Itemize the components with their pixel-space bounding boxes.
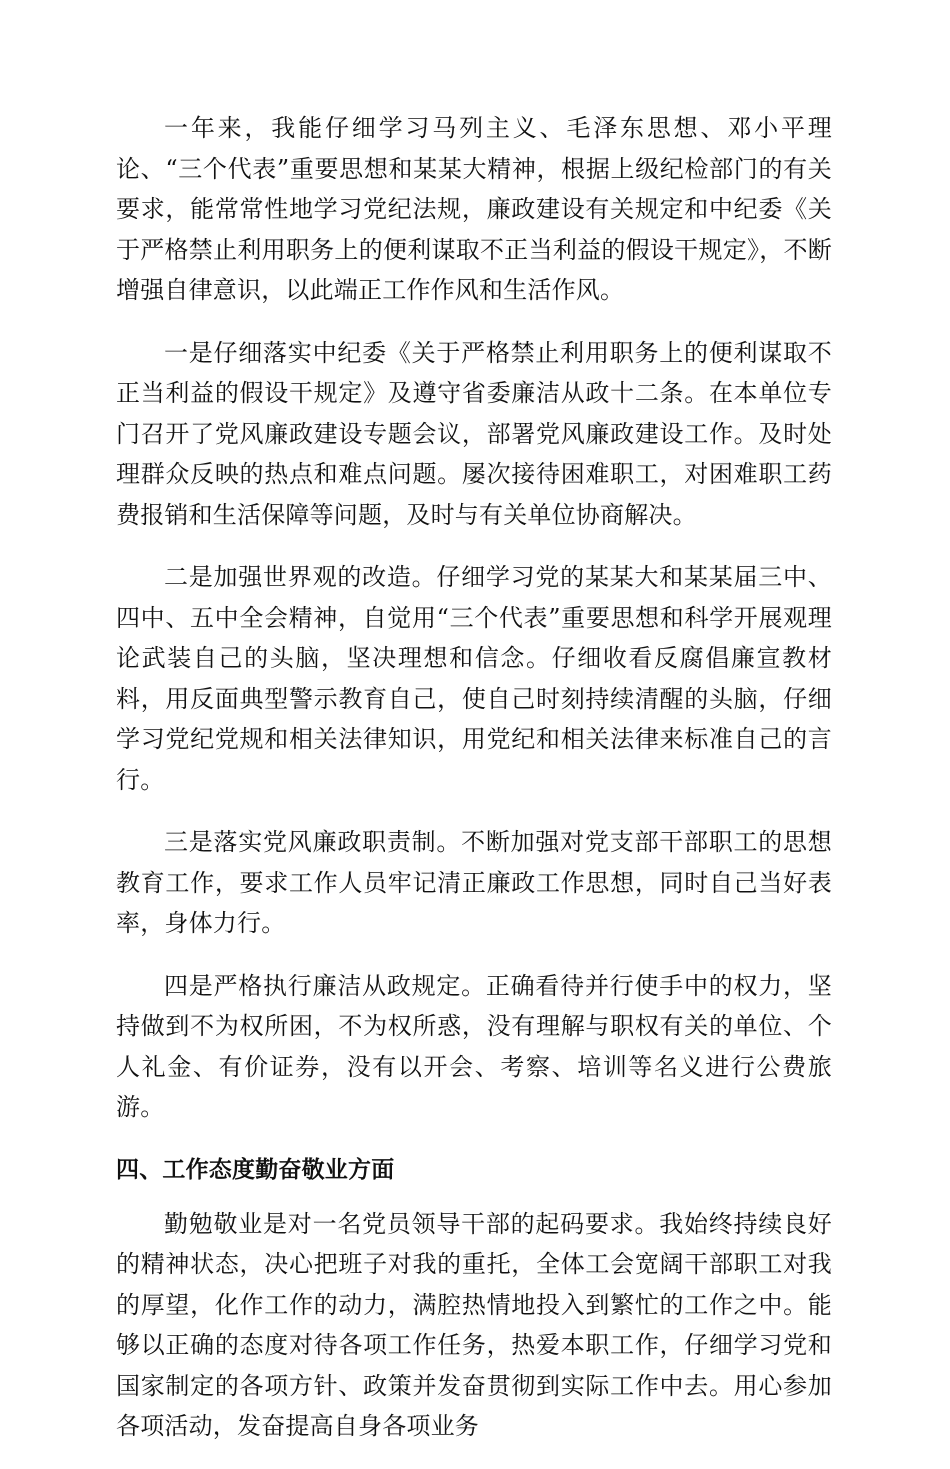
paragraph-point-two: 二是加强世界观的改造。仔细学习党的某某大和某某届三中、四中、五中全会精神，自觉用“三个代表”重要思想和科学开展观理论武装自己的头脑，坚决理想和信念。仔细收看反腐倡廉宣教材料，用反面典型警示教育自己，使自己时刻持续清醒的头脑，仔细学习党纪党规和相关法律知识，用党纪和相关法律来标准自己的言行。 bbox=[116, 563, 832, 794]
paragraph-point-four: 四是严格执行廉洁从政规定。正确看待并行使手中的权力，坚持做到不为权所困，不为权所惑，没有理解与职权有关的单位、个人礼金、有价证券，没有以开会、考察、培训等名义进行公费旅游。 bbox=[116, 971, 832, 1121]
paragraph-point-one: 一是仔细落实中纪委《关于严格禁止利用职务上的便利谋取不正当利益的假设干规定》及遵守省委廉洁从政十二条。在本单位专门召开了党风廉政建设专题会议，部署党风廉政建设工作。及时处理群众反映的热点和难点问题。屡次接待困难职工，对困难职工药费报销和生活保障等问题，及时与有关单位协商解决。 bbox=[116, 338, 832, 529]
paragraph-intro: 一年来，我能仔细学习马列主义、毛泽东思想、邓小平理论、“三个代表”重要思想和某某大精神，根据上级纪检部门的有关要求，能常常性地学习党纪法规，廉政建设有关规定和中纪委《关于严格禁止利用职务上的便利谋取不正当利益的假设干规定》，不断增强自律意识，以此端正工作作风和生活作风。 bbox=[116, 114, 832, 304]
paragraph-work-attitude: 勤勉敬业是对一名党员领导干部的起码要求。我始终持续良好的精神状态，决心把班子对我的重托，全体工会宽阔干部职工对我的厚望，化作工作的动力，满腔热情地投入到繁忙的工作之中。能够以正确的态度对待各项工作任务，热爱本职工作，仔细学习党和国家制定的各项方针、政策并发奋贯彻到实际工作中去。用心参加各项活动，发奋提高自身各项业务 bbox=[116, 1209, 832, 1440]
document-body bbox=[116, 108, 832, 1469]
section-heading: 四、工作态度勤奋敬业方面 bbox=[116, 1156, 395, 1183]
paragraph-point-three: 三是落实党风廉政职责制。不断加强对党支部干部职工的思想教育工作，要求工作人员牢记清正廉政工作思想，同时自己当好表率，身体力行。 bbox=[116, 828, 832, 937]
